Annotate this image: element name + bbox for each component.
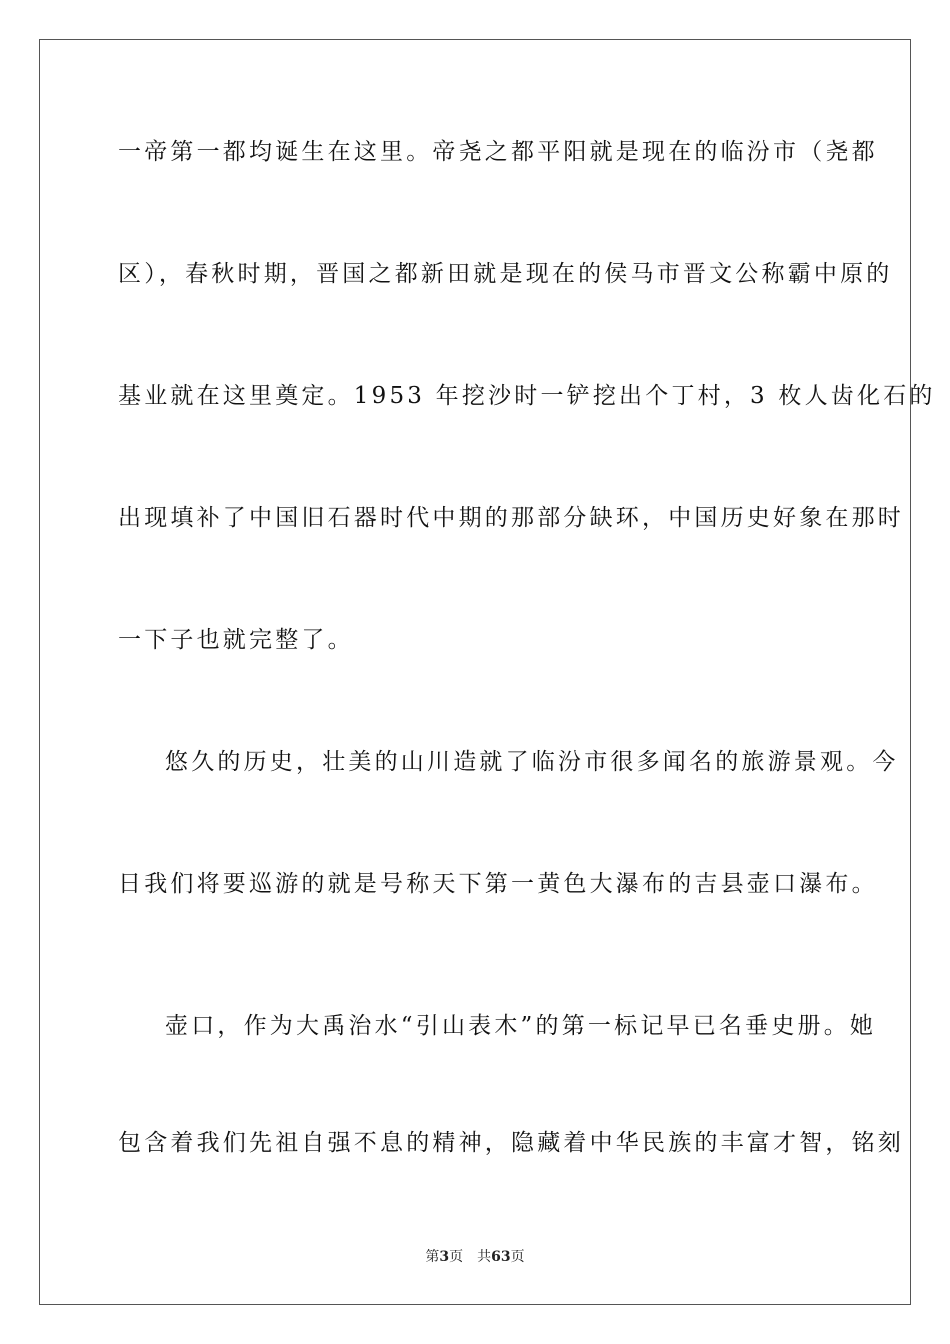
text-line: 基业就在这里奠定。1953 年挖沙时一铲挖出个丁村，3 枚人齿化石的	[118, 383, 936, 409]
text-line: 包含着我们先祖自强不息的精神，隐藏着中华民族的丰富才智，铭刻	[118, 1130, 904, 1156]
page-footer	[0, 1247, 950, 1267]
text-line: 出现填补了中国旧石器时代中期的那部分缺环，中国历史好象在那时	[118, 505, 904, 531]
total-prefix: 共	[477, 1249, 492, 1265]
page-suffix: 页	[449, 1249, 464, 1265]
text-line: 一帝第一都均诞生在这里。帝尧之都平阳就是现在的临汾市（尧都	[118, 139, 878, 165]
total-pages: 63	[491, 1249, 511, 1265]
paragraph-first-line: 悠久的历史，壮美的山川造就了临汾市很多闻名的旅游景观。今	[165, 749, 899, 775]
total-suffix: 页	[510, 1249, 525, 1265]
text-line: 一下子也就完整了。	[118, 627, 354, 653]
text-line: 区），春秋时期，晋国之都新田就是现在的侯马市晋文公称霸中原的	[118, 261, 893, 287]
page-prefix: 第	[425, 1249, 440, 1265]
paragraph-first-line: 壶口，作为大禹治水“引山表木”的第一标记早已名垂史册。她	[165, 1013, 877, 1039]
page-number: 3	[439, 1249, 450, 1265]
page-border	[39, 39, 936, 1305]
text-line: 日我们将要巡游的就是号称天下第一黄色大瀑布的吉县壶口瀑布。	[118, 871, 878, 897]
